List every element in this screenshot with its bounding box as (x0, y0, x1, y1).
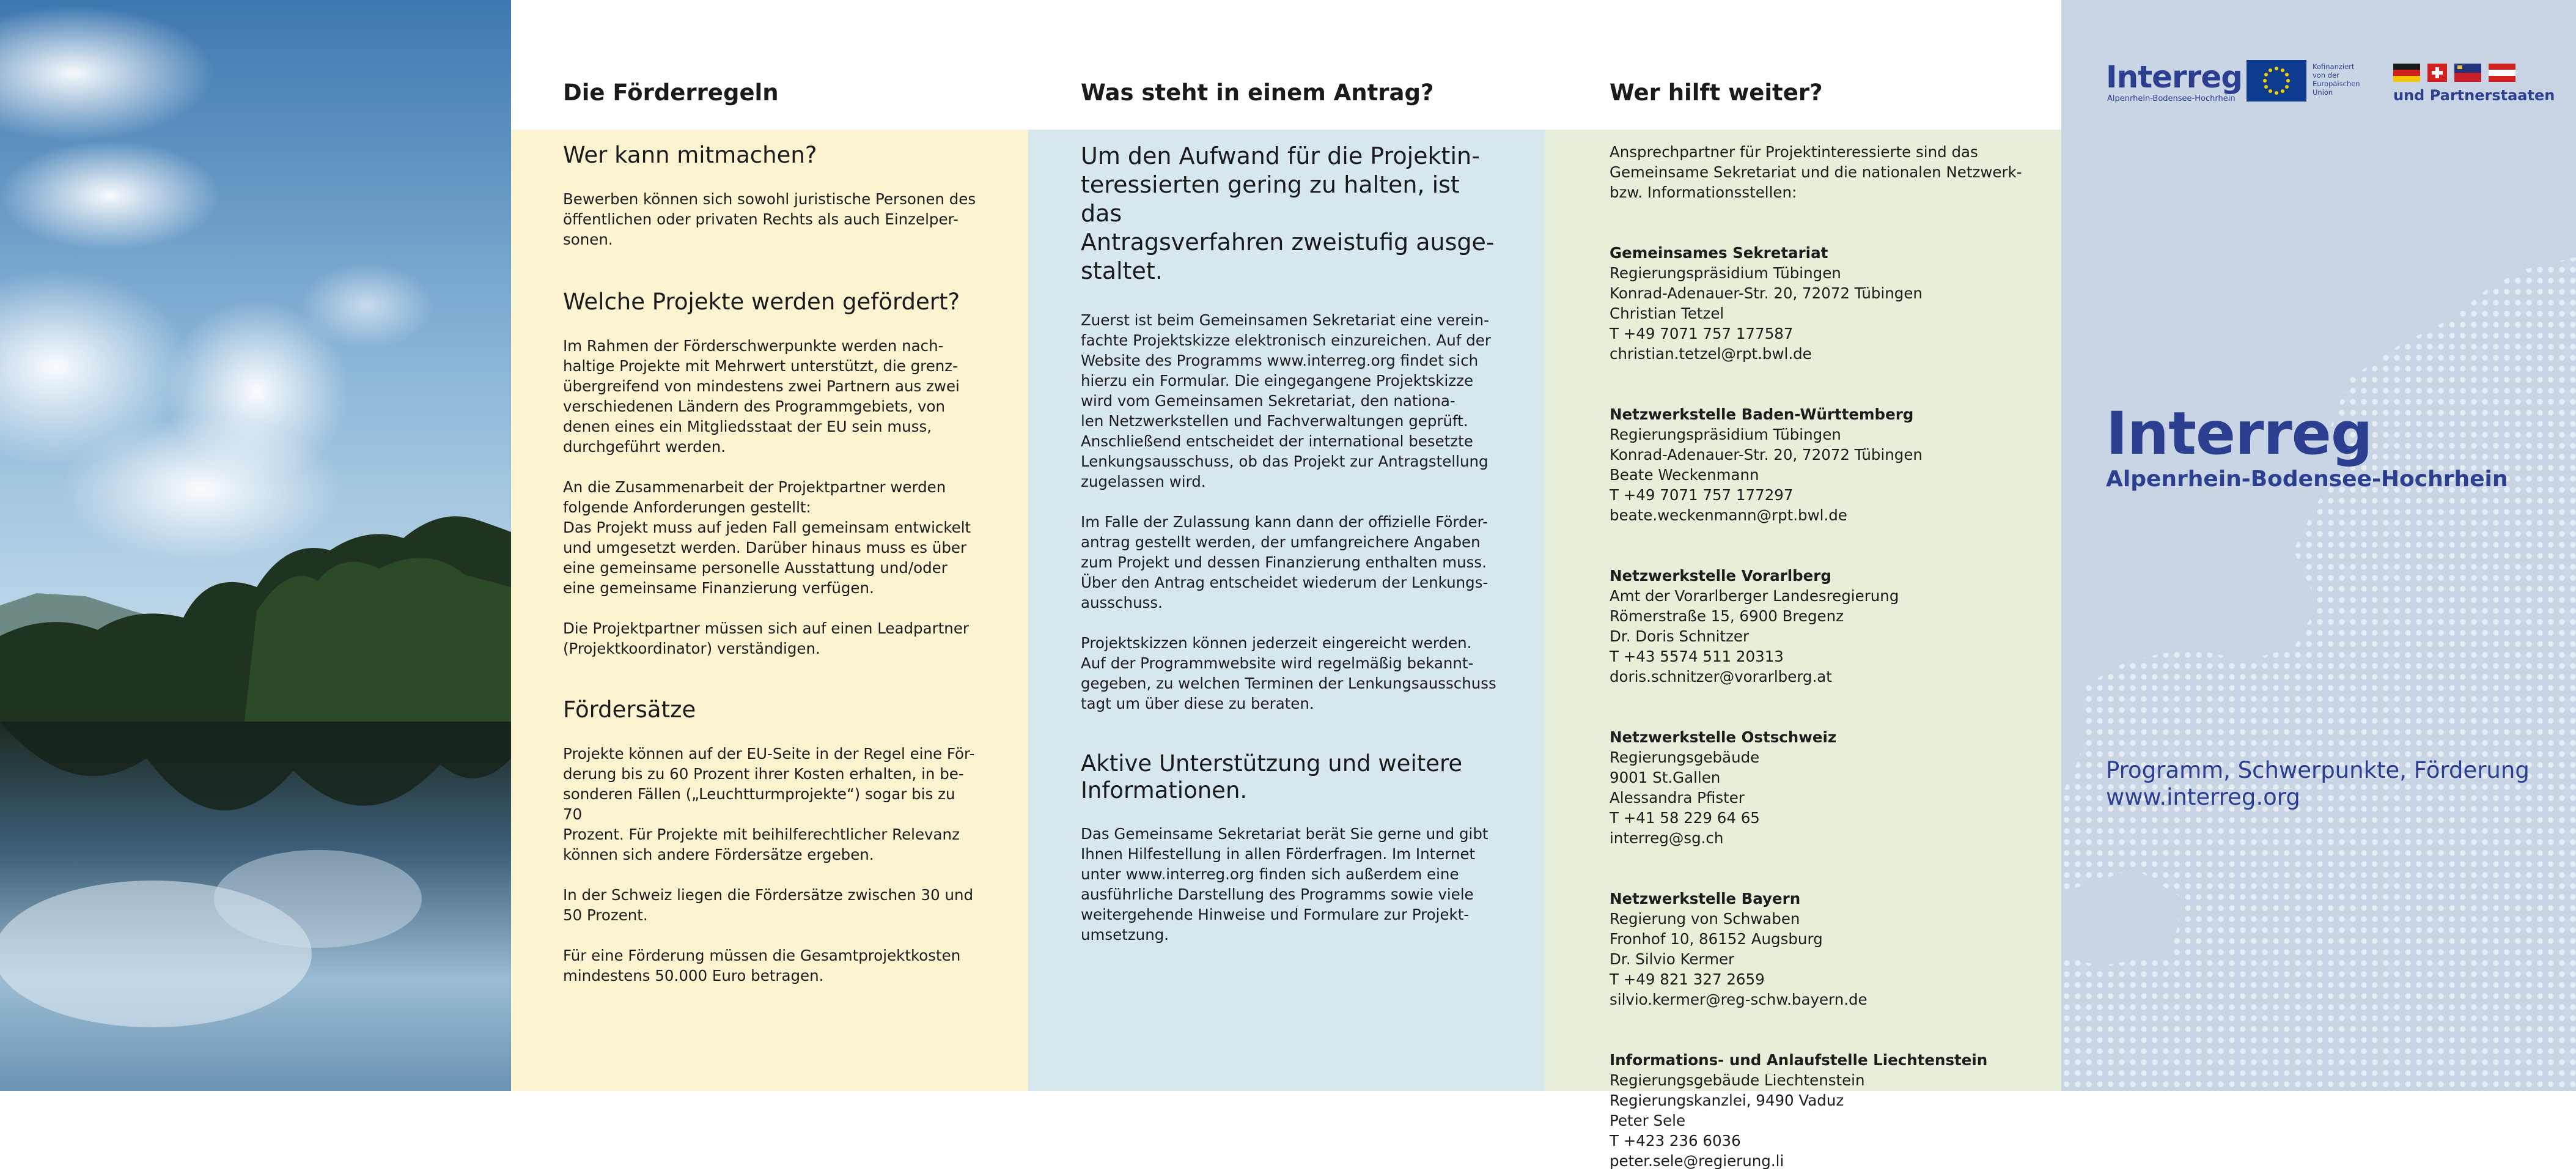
column-content (1610, 142, 2025, 1171)
flag-austria-icon (2489, 64, 2515, 82)
paragraph: Im Rahmen der Förderschwerpunkte werden nach- haltige Projekte mit Mehrwert unterstützt, die grenz- übergreifend von mindestens zwei Partnern aus zwei verschiedenen Ländern des Programmgebiets, von denen eines ein Mitgliedsstaat der EU sein muss, durchgeführt werden. (563, 337, 960, 456)
paragraph: Zuerst ist beim Gemeinsamen Sekretariat eine verein- fachte Projektskizze elektronisch einzureichen. Auf der Website des Programms www.interreg.org findet sich hierzu ein Formular. Die eingegangene Projektskizze wird vom Gemeinsamen Sekretariat, den nationa- len Netzwerkstellen und Fachverwaltungen geprüft. Anschließend entscheidet der international besetzte Lenkungsausschuss, ob das Projekt zur Antragstellung zugelassen wird. (1081, 311, 1491, 490)
contact-block (1610, 707, 2025, 848)
column-heading: Die Förderregeln (563, 79, 779, 106)
lead-text: Um den Aufwand für die Projektin- teressierten gering zu halten, ist das Antragsverfahren zweistufig ausge- staltet. (1081, 142, 1495, 284)
contact-block (1610, 545, 2025, 687)
contact-details: Regierungsgebäude Liechtenstein Regierungskanzlei, 9490 Vaduz Peter Sele T +423 236 6036 peter.sele@regierung.li (1610, 1071, 1865, 1170)
lake-landscape-image (0, 0, 511, 1091)
contact-name: Netzwerkstelle Baden-Württemberg (1610, 405, 1914, 423)
cover-title: Interreg (2106, 399, 2372, 468)
eu-flag-icon (2247, 60, 2306, 102)
contact-block (1610, 384, 2025, 525)
column-foerderregeln (511, 0, 1028, 1091)
interreg-logo (2106, 59, 2555, 109)
contact-name: Netzwerkstelle Ostschweiz (1610, 728, 1837, 746)
column-kontakte (1545, 0, 2061, 1170)
paragraph: In der Schweiz liegen die Fördersätze zwischen 30 und 50 Prozent. (563, 886, 974, 924)
column-content (1081, 142, 1496, 945)
intro-text: Ansprechpartner für Projektinteressierte sind das Gemeinsame Sekretariat und die nationalen Netzwerk- bzw. Informationsstellen: (1610, 143, 2022, 201)
section-title: Wer kann mitmachen? (563, 142, 817, 168)
column-heading: Wer hilft weiter? (1610, 79, 1823, 106)
cover-url: www.interreg.org (2106, 784, 2300, 810)
cover-tagline: Programm, Schwerpunkte, Förderung (2106, 757, 2530, 783)
contact-name: Netzwerkstelle Vorarlberg (1610, 567, 1831, 585)
contact-block (1610, 223, 2025, 364)
flag-switzerland-icon (2427, 64, 2447, 82)
contact-name: Informations- und Anlaufstelle Liechtenstein (1610, 1051, 1988, 1069)
contact-block (1610, 1030, 2025, 1171)
contact-details: Regierungspräsidium Tübingen Konrad-Adenauer-Str. 20, 72072 Tübingen Beate Weckenmann T +49 7071 757 177297 beate.weckenmann@rpt.bwl.de (1610, 426, 1923, 524)
contact-details: Regierungsgebäude 9001 St.Gallen Alessandra Pfister T +41 58 229 64 65 interreg@sg.ch (1610, 748, 1760, 847)
logo-region: Alpenrhein-Bodensee-Hochrhein (2107, 94, 2236, 103)
logo-wordmark: Interreg (2106, 59, 2243, 95)
paragraph: Für eine Förderung müssen die Gesamtprojektkosten mindestens 50.000 Euro betragen. (563, 947, 961, 984)
dotted-map-icon (2061, 0, 2576, 1091)
section-title: Welche Projekte werden gefördert? (563, 289, 960, 315)
contact-name: Netzwerkstelle Bayern (1610, 890, 1801, 907)
contact-details: Regierungspräsidium Tübingen Konrad-Adenauer-Str. 20, 72072 Tübingen Christian Tetzel T +49 7071 757 177587 christian.tetzel@rpt.bwl.de (1610, 264, 1923, 363)
lake-landscape-photo (0, 0, 511, 1091)
paragraph: Projektskizzen können jederzeit eingereicht werden. Auf der Programmwebsite wird regelmäßig bekannt- gegeben, zu welchen Terminen der Lenkungsausschuss tagt um über diese zu beraten. (1081, 634, 1496, 712)
paragraph: Projekte können auf der EU-Seite in der Regel eine För- derung bis zu 60 Prozent ihrer Kosten erhalten, in be- sonderen Fällen („Leuchtturmprojekte“) sogar bis zu 70 Prozent. Für Projekte mit beihilferechtlicher Relevanz können sich andere Fördersätze ergeben. (563, 745, 975, 863)
paragraph: An die Zusammenarbeit der Projektpartner werden folgende Anforderungen gestellt: Das Projekt muss auf jeden Fall gemeinsam entwickelt und umgesetzt werden. Darüber hinaus muss es über eine gemeinsame personelle Ausstattung und/oder eine gemeinsame Finanzierung verfügen. (563, 478, 971, 597)
paragraph: Bewerben können sich sowohl juristische Personen des öffentlichen oder privaten Rechts als auch Einzelper- sonen. (563, 190, 976, 248)
section-title: Fördersätze (563, 696, 696, 723)
paragraph: Im Falle der Zulassung kann dann der offizielle Förder- antrag gestellt werden, der umfangreichere Angaben zum Projekt und dessen Finanzierung enthalten muss. Über den Antrag entscheidet wiederum der Lenkungs- ausschuss. (1081, 513, 1489, 611)
eu-cofinanced-text: Kofinanziert von der Europäischen Union (2313, 62, 2360, 97)
section-title: Aktive Unterstützung und weitere Informationen. (1081, 750, 1463, 803)
contact-block (1610, 868, 2025, 1010)
column-content (563, 142, 979, 986)
cover-subtitle: Alpenrhein-Bodensee-Hochrhein (2106, 467, 2508, 492)
contact-details: Amt der Vorarlberger Landesregierung Römerstraße 15, 6900 Bregenz Dr. Doris Schnitzer T +43 5574 511 20313 doris.schnitzer@vorarlberg.at (1610, 587, 1899, 685)
flag-liechtenstein-icon (2454, 64, 2481, 82)
column-antrag (1028, 0, 1545, 1091)
partner-states-text: und Partnerstaaten (2393, 87, 2555, 104)
paragraph: Die Projektpartner müssen sich auf einen Leadpartner (Projektkoordinator) verständigen. (563, 619, 969, 657)
cover-panel (2061, 0, 2576, 1091)
column-heading: Was steht in einem Antrag? (1081, 79, 1434, 106)
flag-germany-icon (2393, 64, 2420, 82)
contact-name: Gemeinsames Sekretariat (1610, 244, 1828, 262)
contact-details: Regierung von Schwaben Fronhof 10, 86152 Augsburg Dr. Silvio Kermer T +49 821 327 2659 silvio.kermer@reg-schw.bayern.de (1610, 910, 1868, 1008)
paragraph: Das Gemeinsame Sekretariat berät Sie gerne und gibt Ihnen Hilfestellung in allen Förderfragen. Im Internet unter www.interreg.org finden sich außerdem eine ausführliche Darstellung des Programms sowie viele weitergehende Hinweise und Formulare zur Projekt- umsetzung. (1081, 825, 1489, 944)
